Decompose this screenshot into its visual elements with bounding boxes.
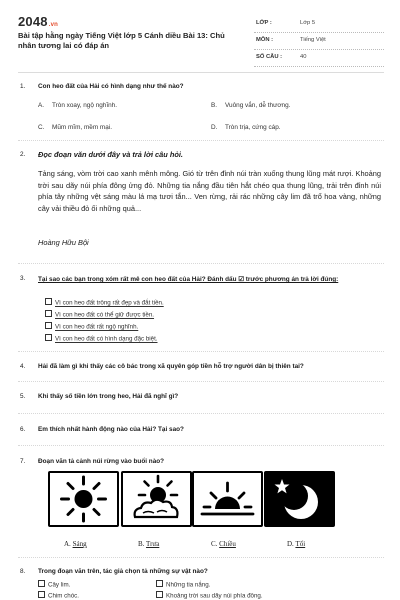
q8-checkbox-option[interactable] [38, 591, 79, 600]
reading-passage: Tảng sáng, vòm trời cao xanh mênh mông. Gió từ trên đỉnh núi tràn xuống thung lũng mát rượi. Khoảng trời sau dãy núi phía đông ửng đỏ. Những tia nắng đầu tiên hắt chéo qua thung lũng, trải trên đỉnh núi phía tây những vệt sáng màu lá mạ tươi tắn... Ven rừng, rải rác những cây lim đã trổ hoa vàng, những cây vải thiều đỏ ối những quả... [38, 169, 381, 213]
question-divider [18, 351, 384, 352]
option-word: Sáng [72, 540, 87, 548]
option-c-caption [211, 540, 236, 548]
q3-checkbox-option[interactable] [45, 322, 138, 331]
meta-value: Lớp 5 [300, 20, 316, 26]
question-number: 2. [20, 151, 26, 158]
logo-suffix: .vn [48, 22, 59, 28]
option-word: Trưa [146, 540, 160, 548]
option-c-card[interactable] [192, 471, 263, 527]
q8-checkbox-option[interactable] [156, 580, 210, 589]
meta-row-subject [254, 33, 384, 50]
sun-cloud-icon [121, 471, 192, 527]
logo-text: 2048 [18, 14, 48, 29]
q3-checkbox-option[interactable] [45, 298, 164, 307]
meta-table [254, 16, 384, 67]
question-divider [18, 263, 384, 264]
option-text: Vì con heo đất có hình dạng đặc biệt. [55, 335, 158, 343]
meta-key: SỐ CÂU : [256, 54, 283, 60]
option-text: Vì con heo đất trông rất đẹp và đắt tiền. [55, 299, 164, 307]
option-text: Vì con heo đất có thể giữ được tiền. [55, 311, 155, 319]
question-divider [18, 140, 384, 141]
question-number: 4. [20, 363, 26, 370]
question-number: 7. [20, 458, 26, 465]
option-text: Vì con heo đất rất ngộ nghĩnh. [55, 323, 139, 331]
checkbox[interactable] [45, 322, 52, 329]
option-a-card[interactable] [48, 471, 119, 527]
sun-icon [48, 471, 119, 527]
question-number: 5. [20, 393, 26, 400]
passage-author: Hoàng Hữu Bội [38, 238, 89, 247]
checkbox[interactable] [38, 591, 45, 598]
site-logo[interactable] [18, 14, 58, 29]
meta-key: LỚP : [256, 20, 272, 26]
document-title: Bài tập hằng ngày Tiếng Việt lớp 5 Cánh diều Bài 13: Chủ nhân tương lai có đáp án [18, 31, 225, 50]
question-text: Đọc đoạn văn dưới đây và trả lời câu hỏi. [38, 150, 183, 159]
option-text: Khoảng trời sau dãy núi phía đông. [166, 592, 263, 600]
option-b-card[interactable] [121, 471, 192, 527]
q1-option-d[interactable] [211, 124, 281, 131]
question-divider [18, 413, 384, 414]
option-d-card[interactable] [264, 471, 335, 527]
option-text: Mũm mĩm, mềm mại. [52, 124, 112, 131]
option-letter: A. [64, 540, 71, 548]
checkbox[interactable] [38, 580, 45, 587]
option-letter: D. [287, 540, 294, 548]
question-number: 3. [20, 275, 26, 282]
checkbox[interactable] [45, 298, 52, 305]
question-number: 8. [20, 568, 26, 575]
option-word: Tối [295, 540, 306, 548]
option-letter: D. [211, 124, 218, 131]
meta-value: Tiếng Việt [300, 37, 326, 43]
meta-row-class [254, 16, 384, 33]
checkbox[interactable] [156, 591, 163, 598]
option-letter: A. [38, 102, 45, 109]
q8-checkbox-option[interactable] [156, 591, 263, 600]
sunset-icon [192, 471, 263, 527]
option-b-caption [138, 540, 159, 548]
worksheet-header [18, 14, 384, 70]
option-a-caption [64, 540, 87, 548]
question-divider [18, 557, 384, 558]
q3-checkbox-option[interactable] [45, 310, 154, 319]
question-number: 6. [20, 426, 26, 433]
question-text: Đoạn văn tả cảnh núi rừng vào buổi nào? [38, 458, 165, 465]
option-text: Vuông vắn, dễ thương. [225, 102, 291, 109]
checkbox[interactable] [45, 310, 52, 317]
option-text: Chim chóc. [48, 592, 79, 600]
question-text: Trong đoạn văn trên, tác giả chọn tả những sự vật nào? [38, 568, 208, 575]
option-text: Tròn xoay, ngộ nghĩnh. [52, 102, 118, 109]
question-text: Con heo đất của Hải có hình dạng như thế nào? [38, 83, 184, 90]
checkbox[interactable] [156, 580, 163, 587]
q1-option-a[interactable] [38, 102, 117, 109]
option-word: Chiều [219, 540, 236, 548]
q8-checkbox-option[interactable] [38, 580, 70, 589]
question-text: Tại sao các bạn trong xóm rất mê con heo đất của Hải? Đánh dấu ☑ trước phương án trả lời đúng: [38, 276, 339, 283]
option-d-caption [287, 540, 305, 548]
option-text: Tròn trịa, cứng cáp. [225, 124, 281, 131]
moon-star-icon [264, 471, 335, 527]
meta-value: 40 [300, 54, 307, 60]
option-letter: C. [38, 124, 45, 131]
question-divider [18, 445, 384, 446]
checkbox[interactable] [45, 334, 52, 341]
option-letter: B. [211, 102, 218, 109]
option-letter: C. [211, 540, 218, 548]
meta-key: MÔN : [256, 37, 274, 43]
option-text: Cây lim. [48, 581, 71, 589]
option-text: Những tia nắng. [166, 581, 211, 589]
option-letter: B. [138, 540, 145, 548]
question-text: Khi thấy số tiền lớn trong heo, Hải đã nghĩ gì? [38, 393, 179, 400]
question-text: Hải đã làm gì khi thấy các cô bác trong xã quyên góp tiền hỗ trợ người dân bị thiên tai? [38, 363, 304, 370]
meta-row-count [254, 50, 384, 67]
header-divider [18, 72, 384, 73]
question-text: Em thích nhất hành động nào của Hải? Tại sao? [38, 426, 184, 433]
q1-option-b[interactable] [211, 102, 290, 109]
question-number: 1. [20, 83, 26, 90]
question-divider [18, 381, 384, 382]
q3-checkbox-option[interactable] [45, 334, 158, 343]
q1-option-c[interactable] [38, 124, 112, 131]
